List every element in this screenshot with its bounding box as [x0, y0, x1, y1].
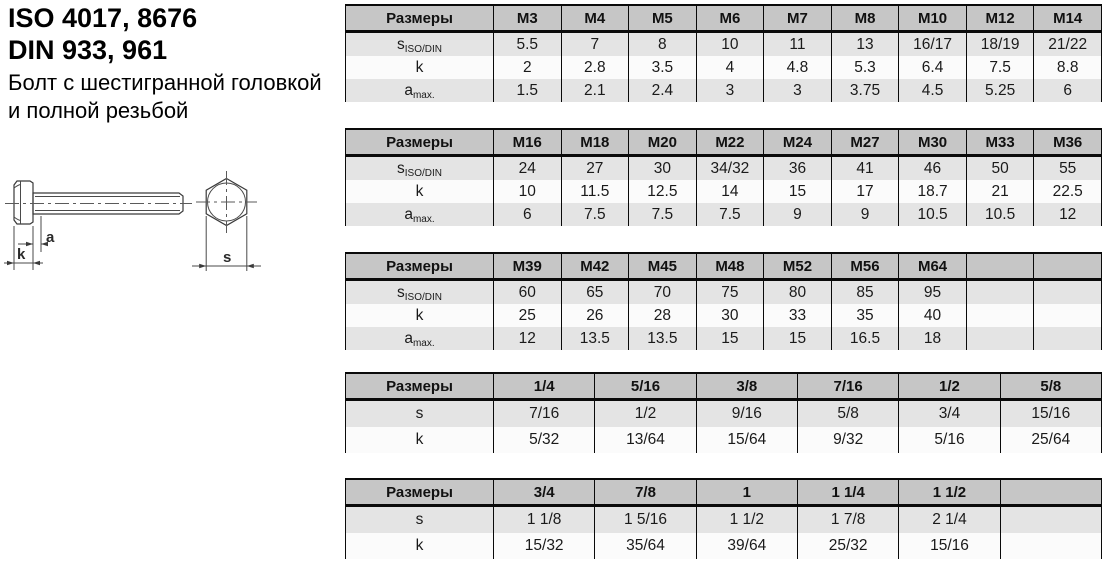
dimension-value: 21	[966, 180, 1034, 203]
dimension-value: 10	[494, 180, 562, 203]
size-header: M48	[696, 253, 764, 280]
size-header	[1000, 479, 1101, 506]
dimension-value: 26	[561, 304, 629, 327]
dimension-value: 5/16	[899, 427, 1000, 453]
dimension-table-imperial-quarter-to-fiveeighths	[345, 372, 1102, 453]
dimension-value: 5.5	[494, 32, 562, 57]
row-label-main: k	[415, 306, 424, 324]
size-header: M16	[494, 129, 562, 156]
dimension-value: 10	[696, 32, 764, 57]
size-header: M5	[629, 5, 697, 32]
table-row-k	[346, 180, 1102, 203]
dimension-value: 10.5	[966, 203, 1034, 226]
description-line1: Болт с шестигранной головкой	[8, 70, 322, 95]
dimension-value: 5.25	[966, 79, 1034, 102]
dimension-value: 15/32	[494, 533, 595, 559]
dimension-value: 8	[629, 32, 697, 57]
row-label-main: a	[404, 205, 413, 223]
dimension-value: 17	[831, 180, 899, 203]
dimension-value: 15/16	[1000, 400, 1101, 428]
dimension-value: 6.4	[899, 56, 967, 79]
dimension-value	[1000, 533, 1101, 559]
dimension-value: 13.5	[629, 327, 697, 350]
size-column-title: Размеры	[346, 5, 494, 32]
dimension-value: 3.75	[831, 79, 899, 102]
dimension-table-imperial-threequarters-to-oneandhalf	[345, 478, 1102, 559]
dimension-value	[1034, 280, 1102, 305]
row-label-main: s	[397, 159, 405, 177]
dimension-value: 7	[561, 32, 629, 57]
row-label	[346, 327, 494, 350]
row-label-main: k	[415, 182, 424, 200]
size-header: M18	[561, 129, 629, 156]
row-label-subscript: max.	[412, 89, 435, 101]
dimension-value: 7.5	[561, 203, 629, 226]
dimension-value: 5/32	[494, 427, 595, 453]
dimension-value: 13	[831, 32, 899, 57]
dimension-value: 7.5	[696, 203, 764, 226]
row-label-main: k	[415, 431, 424, 448]
label-a: a	[46, 229, 55, 246]
dimension-value: 5/8	[797, 400, 898, 428]
row-label	[346, 280, 494, 305]
table-row-a	[346, 203, 1102, 226]
size-header: 1/4	[494, 373, 595, 400]
row-label	[346, 156, 494, 181]
row-label-main: s	[397, 283, 405, 301]
dimension-value: 12	[1034, 203, 1102, 226]
tables-region	[345, 0, 1102, 559]
dimension-value: 35/64	[595, 533, 696, 559]
dimension-value: 3/4	[899, 400, 1000, 428]
size-header: 3/4	[494, 479, 595, 506]
size-header: 1/2	[899, 373, 1000, 400]
dimension-value: 11.5	[561, 180, 629, 203]
bolt-side-view	[4, 181, 192, 270]
table-row-k	[346, 56, 1102, 79]
table-row-s	[346, 506, 1102, 534]
table-header-row	[346, 253, 1102, 280]
size-column-title: Размеры	[346, 253, 494, 280]
dimension-value: 1 1/8	[494, 506, 595, 534]
dimension-value: 2	[494, 56, 562, 79]
row-label-subscript: max.	[412, 337, 435, 349]
dimension-value: 15/16	[899, 533, 1000, 559]
dimension-value: 9/16	[696, 400, 797, 428]
dimension-value: 3	[696, 79, 764, 102]
row-label-main: a	[404, 81, 413, 99]
dimension-value: 6	[494, 203, 562, 226]
dimension-value	[966, 280, 1034, 305]
table-row-s	[346, 400, 1102, 428]
row-label-main: s	[397, 35, 405, 53]
dimension-value: 7.5	[966, 56, 1034, 79]
size-header: M33	[966, 129, 1034, 156]
dimension-value: 16.5	[831, 327, 899, 350]
row-label-main: s	[415, 405, 424, 422]
size-header: M10	[899, 5, 967, 32]
dimension-value: 1/2	[595, 400, 696, 428]
size-header: M8	[831, 5, 899, 32]
size-header: 1	[696, 479, 797, 506]
size-header: M36	[1034, 129, 1102, 156]
size-column-title: Размеры	[346, 129, 494, 156]
size-header: M30	[899, 129, 967, 156]
row-label	[346, 32, 494, 57]
dimension-value: 95	[899, 280, 967, 305]
dimension-value: 12.5	[629, 180, 697, 203]
dimension-value: 50	[966, 156, 1034, 181]
dimension-value: 25	[494, 304, 562, 327]
dimension-value: 70	[629, 280, 697, 305]
dimension-value: 40	[899, 304, 967, 327]
dimension-value: 2 1/4	[899, 506, 1000, 534]
row-label	[346, 400, 494, 428]
table-row-k	[346, 304, 1102, 327]
dimension-value: 13.5	[561, 327, 629, 350]
dimension-value: 18.7	[899, 180, 967, 203]
size-header: M20	[629, 129, 697, 156]
label-s: s	[223, 249, 232, 266]
dimension-value: 3	[764, 79, 832, 102]
title-block	[8, 2, 344, 125]
dimension-value: 18	[899, 327, 967, 350]
dimension-value: 7/16	[494, 400, 595, 428]
size-header: M39	[494, 253, 562, 280]
dimension-value: 15/64	[696, 427, 797, 453]
size-header: M45	[629, 253, 697, 280]
size-column-title: Размеры	[346, 373, 494, 400]
dimension-value: 11	[764, 32, 832, 57]
row-label	[346, 203, 494, 226]
dimension-value: 4	[696, 56, 764, 79]
table-row-s	[346, 156, 1102, 181]
dimension-value: 5.3	[831, 56, 899, 79]
dimension-value: 15	[764, 327, 832, 350]
size-header: M56	[831, 253, 899, 280]
description-line2: и полной резьбой	[8, 98, 189, 123]
table-row-a	[346, 79, 1102, 102]
dimension-value: 41	[831, 156, 899, 181]
table-row-k	[346, 427, 1102, 453]
dimension-value: 6	[1034, 79, 1102, 102]
size-header: M27	[831, 129, 899, 156]
row-label-main: a	[404, 329, 413, 347]
row-label-main: k	[415, 58, 424, 76]
dimension-value: 35	[831, 304, 899, 327]
dimension-value	[966, 327, 1034, 350]
dimension-value: 60	[494, 280, 562, 305]
dimension-value: 8.8	[1034, 56, 1102, 79]
dimension-table-metric-m39-m64	[345, 252, 1102, 350]
size-header: 1 1/4	[797, 479, 898, 506]
row-label	[346, 56, 494, 79]
dimension-a	[18, 229, 55, 246]
dimension-value: 22.5	[1034, 180, 1102, 203]
table-header-row	[346, 129, 1102, 156]
dimension-value: 15	[764, 180, 832, 203]
dimension-value: 30	[696, 304, 764, 327]
dimension-value: 1 5/16	[595, 506, 696, 534]
dimension-value	[1034, 304, 1102, 327]
dimension-value: 36	[764, 156, 832, 181]
dimension-value: 21/22	[1034, 32, 1102, 57]
table-header-row	[346, 373, 1102, 400]
row-label-main: k	[415, 537, 424, 554]
dimension-value: 13/64	[595, 427, 696, 453]
dimension-table-metric-m16-m36	[345, 128, 1102, 226]
size-header	[966, 253, 1034, 280]
size-header: M64	[899, 253, 967, 280]
dimension-value: 34/32	[696, 156, 764, 181]
row-label	[346, 304, 494, 327]
dimension-table-metric-m3-m14	[345, 4, 1102, 102]
table-header-row	[346, 5, 1102, 32]
dimension-value	[966, 304, 1034, 327]
size-header: M22	[696, 129, 764, 156]
size-header: 5/8	[1000, 373, 1101, 400]
dimension-value: 4.5	[899, 79, 967, 102]
size-header: M12	[966, 5, 1034, 32]
size-header: 5/16	[595, 373, 696, 400]
dimension-value	[1034, 327, 1102, 350]
row-label	[346, 533, 494, 559]
row-label	[346, 79, 494, 102]
dimension-value: 1 1/2	[696, 506, 797, 534]
table-row-s	[346, 280, 1102, 305]
dimension-value: 46	[899, 156, 967, 181]
size-header: M24	[764, 129, 832, 156]
row-label	[346, 427, 494, 453]
dimension-value: 75	[696, 280, 764, 305]
row-label-subscript: ISO/DIN	[404, 167, 442, 179]
table-row-s	[346, 32, 1102, 57]
iso-standard-title: ISO 4017, 8676	[8, 3, 198, 33]
dimension-value: 80	[764, 280, 832, 305]
dimension-value: 14	[696, 180, 764, 203]
size-header: M7	[764, 5, 832, 32]
dimension-value: 9/32	[797, 427, 898, 453]
table-row-a	[346, 327, 1102, 350]
size-header: 1 1/2	[899, 479, 1000, 506]
dimension-value: 28	[629, 304, 697, 327]
dimension-value: 25/64	[1000, 427, 1101, 453]
dimension-value: 10.5	[899, 203, 967, 226]
row-label	[346, 506, 494, 534]
dimension-value: 12	[494, 327, 562, 350]
size-header: 7/8	[595, 479, 696, 506]
dimension-value: 55	[1034, 156, 1102, 181]
table-row-k	[346, 533, 1102, 559]
dimension-value: 1.5	[494, 79, 562, 102]
dimension-value	[1000, 506, 1101, 534]
row-label-subscript: ISO/DIN	[404, 291, 442, 303]
dimension-value: 25/32	[797, 533, 898, 559]
row-label-subscript: max.	[412, 213, 435, 225]
dimension-value: 65	[561, 280, 629, 305]
size-header: M42	[561, 253, 629, 280]
dimension-value: 24	[494, 156, 562, 181]
size-header: M3	[494, 5, 562, 32]
size-header: M14	[1034, 5, 1102, 32]
dimension-value: 30	[629, 156, 697, 181]
dimension-value: 39/64	[696, 533, 797, 559]
dimension-value: 2.1	[561, 79, 629, 102]
dimension-k	[4, 246, 43, 265]
size-column-title: Размеры	[346, 479, 494, 506]
dimension-value: 85	[831, 280, 899, 305]
dimension-value: 9	[831, 203, 899, 226]
size-header: M52	[764, 253, 832, 280]
din-standard-title: DIN 933, 961	[8, 35, 168, 65]
size-header: 3/8	[696, 373, 797, 400]
label-k: k	[17, 246, 26, 263]
bolt-technical-drawing	[0, 155, 300, 335]
dimension-value: 18/19	[966, 32, 1034, 57]
dimension-value: 7.5	[629, 203, 697, 226]
size-header: M4	[561, 5, 629, 32]
bolt-head-end-view	[192, 171, 261, 271]
dimension-value: 9	[764, 203, 832, 226]
table-header-row	[346, 479, 1102, 506]
dimension-value: 4.8	[764, 56, 832, 79]
dimension-value: 3.5	[629, 56, 697, 79]
dimension-value: 15	[696, 327, 764, 350]
size-header: 7/16	[797, 373, 898, 400]
row-label-subscript: ISO/DIN	[404, 43, 442, 55]
dimension-value: 2.8	[561, 56, 629, 79]
size-header	[1034, 253, 1102, 280]
dimension-value: 33	[764, 304, 832, 327]
row-label	[346, 180, 494, 203]
size-header: M6	[696, 5, 764, 32]
dimension-value: 16/17	[899, 32, 967, 57]
row-label-main: s	[415, 511, 424, 528]
dimension-value: 2.4	[629, 79, 697, 102]
dimension-value: 27	[561, 156, 629, 181]
dimension-value: 1 7/8	[797, 506, 898, 534]
